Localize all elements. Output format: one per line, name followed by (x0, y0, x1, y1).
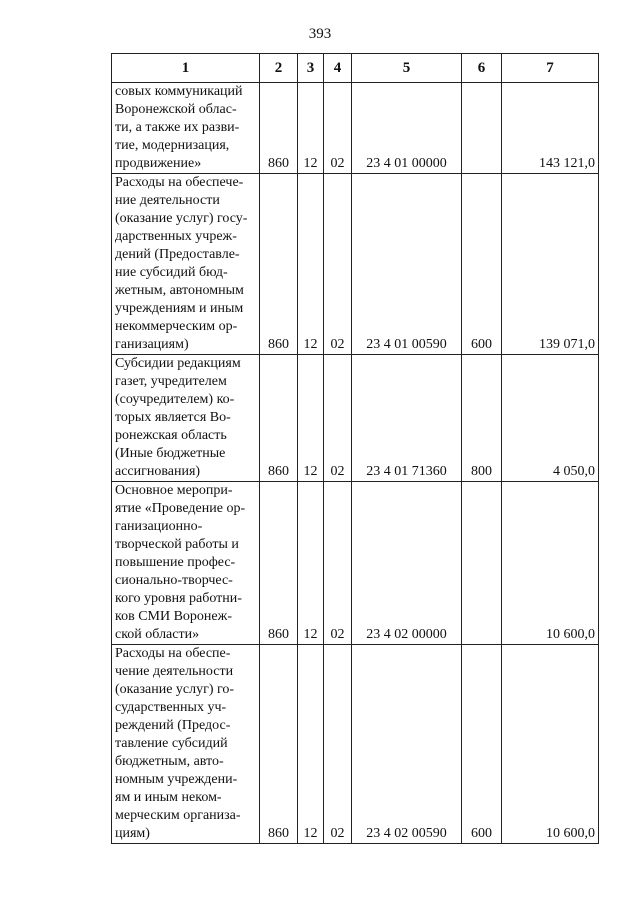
row-subsection-code: 02 (324, 482, 352, 645)
table-row (112, 645, 599, 844)
row-ministry-code: 860 (260, 174, 298, 355)
row-amount: 139 071,0 (502, 174, 599, 355)
row-expense-type: 600 (462, 645, 502, 844)
row-target-code: 23 4 02 00000 (352, 482, 462, 645)
col-header-1: 1 (112, 54, 260, 83)
row-name: Расходы на обеспече- ние деятельности (оказание услуг) госу- дарственных учреж- дений (Предоставле- ние субсидий бюд- жетным, автономным учреждениям и иным некоммерческим ор- ганизациям) (112, 174, 260, 355)
row-ministry-code: 860 (260, 482, 298, 645)
row-name: Основное меропри- ятие «Проведение ор- ганизационно- творческой работы и повышение профес- сионально-творчес- кого уровня работни- ков СМИ Воронеж- ской области» (112, 482, 260, 645)
row-ministry-code: 860 (260, 83, 298, 174)
row-subsection-code: 02 (324, 174, 352, 355)
row-expense-type (462, 482, 502, 645)
col-header-4: 4 (324, 54, 352, 83)
row-expense-type: 800 (462, 355, 502, 482)
page-number: 393 (308, 26, 332, 42)
table-row (112, 174, 599, 355)
row-section-code: 12 (298, 174, 324, 355)
row-amount: 143 121,0 (502, 83, 599, 174)
row-target-code: 23 4 01 00590 (352, 174, 462, 355)
table-row (112, 482, 599, 645)
row-amount: 10 600,0 (502, 482, 599, 645)
row-section-code: 12 (298, 645, 324, 844)
row-ministry-code: 860 (260, 645, 298, 844)
row-expense-type (462, 83, 502, 174)
row-target-code: 23 4 01 00000 (352, 83, 462, 174)
budget-table (111, 53, 599, 844)
row-amount: 4 050,0 (502, 355, 599, 482)
col-header-6: 6 (462, 54, 502, 83)
table-row (112, 83, 599, 174)
col-header-7: 7 (502, 54, 599, 83)
table-row (112, 355, 599, 482)
row-amount: 10 600,0 (502, 645, 599, 844)
row-section-code: 12 (298, 83, 324, 174)
row-section-code: 12 (298, 482, 324, 645)
row-name: Расходы на обеспе- чение деятельности (оказание услуг) го- сударственных уч- реждений (Предос- тавление субсидий бюджетным, авто- номным учреждени- ям и иным неком- мерческим организа- циям) (112, 645, 260, 844)
row-name: Субсидии редакциям газет, учредителем (соучредителем) ко- торых является Во- ронежская область (Иные бюджетные ассигнования) (112, 355, 260, 482)
header-row (112, 54, 599, 83)
row-subsection-code: 02 (324, 645, 352, 844)
row-subsection-code: 02 (324, 83, 352, 174)
row-section-code: 12 (298, 355, 324, 482)
row-ministry-code: 860 (260, 355, 298, 482)
row-target-code: 23 4 01 71360 (352, 355, 462, 482)
row-expense-type: 600 (462, 174, 502, 355)
col-header-5: 5 (352, 54, 462, 83)
row-name: совых коммуникаций Воронежской облас- ти, а также их разви- тие, модернизация, продвижение» (112, 83, 260, 174)
col-header-2: 2 (260, 54, 298, 83)
col-header-3: 3 (298, 54, 324, 83)
row-subsection-code: 02 (324, 355, 352, 482)
row-target-code: 23 4 02 00590 (352, 645, 462, 844)
